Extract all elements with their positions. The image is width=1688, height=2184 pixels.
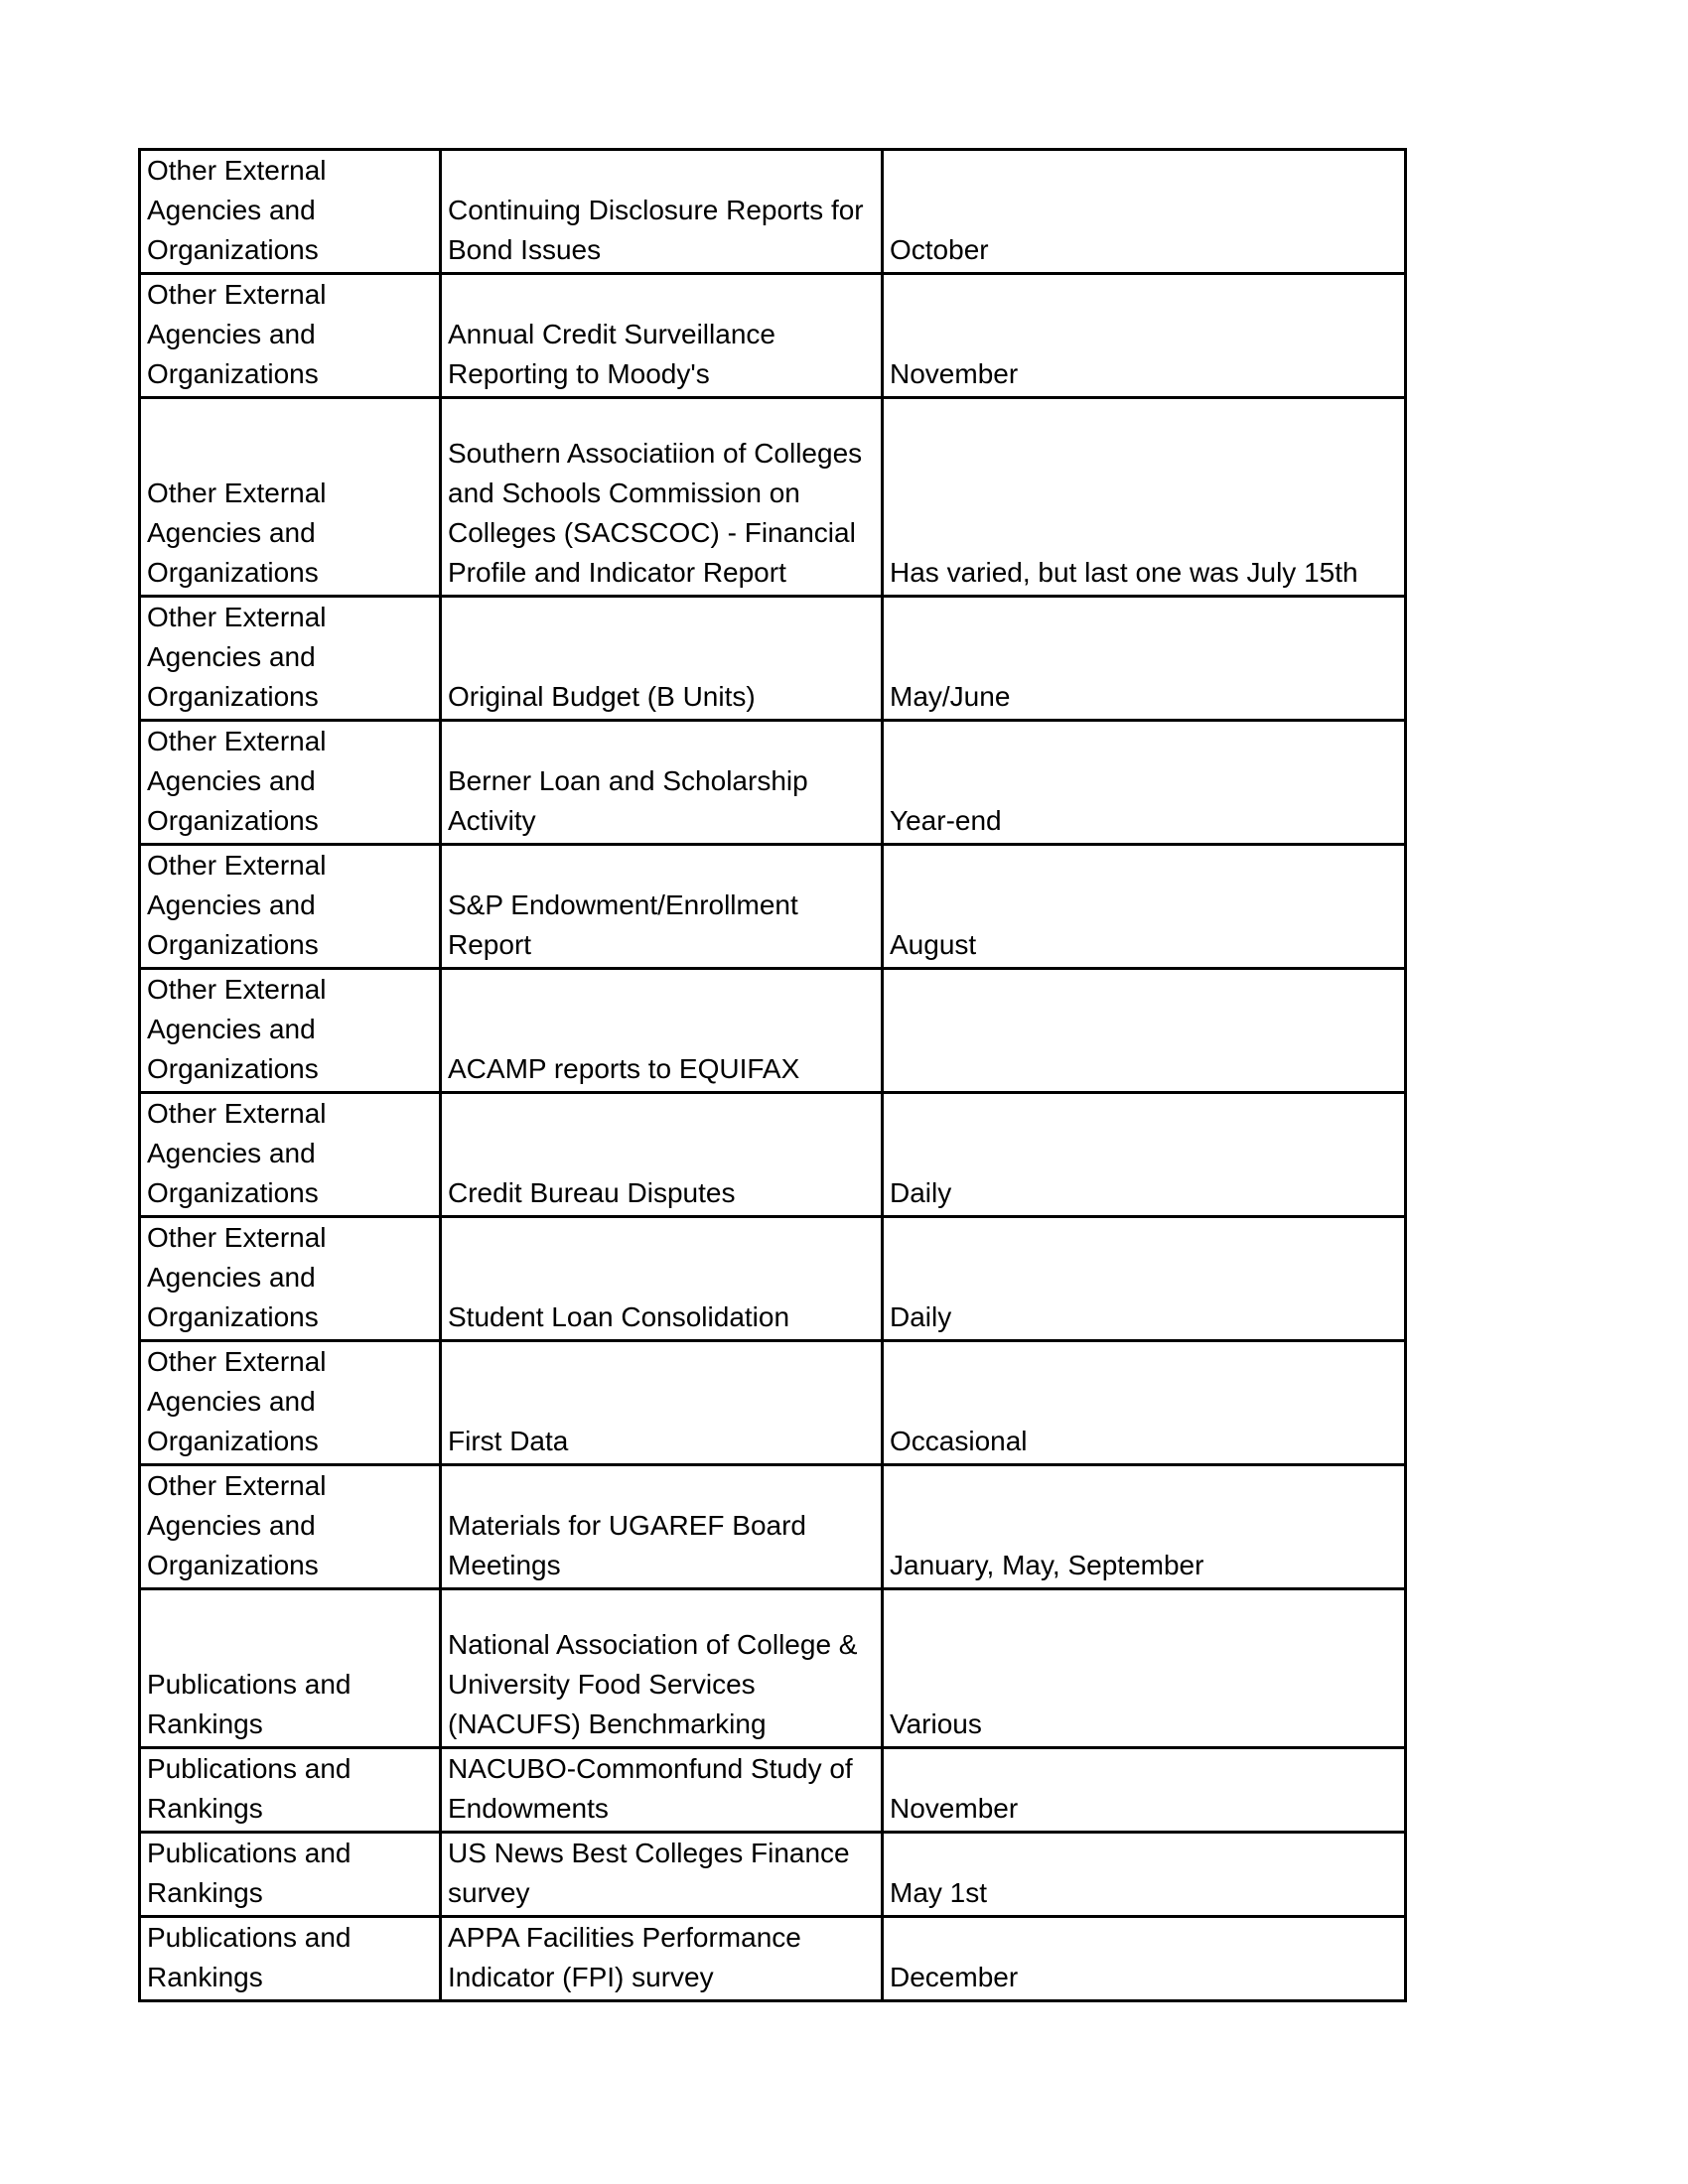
table-row [140, 597, 1406, 721]
category-cell: Publications and Rankings [140, 1917, 441, 2001]
timing-cell: May/June [883, 597, 1406, 721]
report-cell: First Data [441, 1341, 883, 1465]
timing-cell: Has varied, but last one was July 15th [883, 398, 1406, 597]
table-row [140, 398, 1406, 597]
report-cell: NACUBO-Commonfund Study of Endowments [441, 1748, 883, 1833]
table-row [140, 1093, 1406, 1217]
table-row [140, 274, 1406, 398]
category-cell: Other External Agencies and Organizations [140, 274, 441, 398]
report-cell: Berner Loan and Scholarship Activity [441, 721, 883, 845]
category-cell: Other External Agencies and Organizations [140, 597, 441, 721]
timing-cell [883, 969, 1406, 1093]
report-cell: Credit Bureau Disputes [441, 1093, 883, 1217]
report-cell: Continuing Disclosure Reports for Bond Issues [441, 150, 883, 274]
timing-cell: December [883, 1917, 1406, 2001]
table-row [140, 845, 1406, 969]
timing-cell: Daily [883, 1217, 1406, 1341]
report-cell: Materials for UGAREF Board Meetings [441, 1465, 883, 1589]
table-row [140, 150, 1406, 274]
timing-cell: November [883, 274, 1406, 398]
category-cell: Other External Agencies and Organizations [140, 969, 441, 1093]
table-row [140, 1465, 1406, 1589]
table-row [140, 1341, 1406, 1465]
timing-cell: Year-end [883, 721, 1406, 845]
report-cell: ACAMP reports to EQUIFAX [441, 969, 883, 1093]
timing-cell: Various [883, 1589, 1406, 1748]
report-cell: S&P Endowment/Enrollment Report [441, 845, 883, 969]
table-row [140, 1833, 1406, 1917]
category-cell: Other External Agencies and Organizations [140, 1217, 441, 1341]
category-cell: Other External Agencies and Organizations [140, 1465, 441, 1589]
table-row [140, 1217, 1406, 1341]
report-cell: US News Best Colleges Finance survey [441, 1833, 883, 1917]
category-cell: Other External Agencies and Organizations [140, 845, 441, 969]
timing-cell: January, May, September [883, 1465, 1406, 1589]
category-cell: Other External Agencies and Organizations [140, 398, 441, 597]
category-cell: Publications and Rankings [140, 1589, 441, 1748]
report-cell: Student Loan Consolidation [441, 1217, 883, 1341]
timing-cell: Occasional [883, 1341, 1406, 1465]
report-cell: Annual Credit Surveillance Reporting to Moody's [441, 274, 883, 398]
table-row [140, 721, 1406, 845]
category-cell: Other External Agencies and Organizations [140, 1341, 441, 1465]
table-row [140, 1748, 1406, 1833]
timing-cell: August [883, 845, 1406, 969]
table-row [140, 1917, 1406, 2001]
report-cell: National Association of College & University Food Services (NACUFS) Benchmarking [441, 1589, 883, 1748]
report-cell: Southern Associatiion of Colleges and Schools Commission on Colleges (SACSCOC) - Financial Profile and Indicator Report [441, 398, 883, 597]
timing-cell: Daily [883, 1093, 1406, 1217]
category-cell: Publications and Rankings [140, 1833, 441, 1917]
table-row [140, 969, 1406, 1093]
category-cell: Other External Agencies and Organizations [140, 1093, 441, 1217]
timing-cell: October [883, 150, 1406, 274]
category-cell: Publications and Rankings [140, 1748, 441, 1833]
timing-cell: November [883, 1748, 1406, 1833]
category-cell: Other External Agencies and Organizations [140, 721, 441, 845]
report-table [138, 148, 1407, 2002]
report-cell: APPA Facilities Performance Indicator (FPI) survey [441, 1917, 883, 2001]
category-cell: Other External Agencies and Organizations [140, 150, 441, 274]
table-row [140, 1589, 1406, 1748]
timing-cell: May 1st [883, 1833, 1406, 1917]
report-cell: Original Budget (B Units) [441, 597, 883, 721]
